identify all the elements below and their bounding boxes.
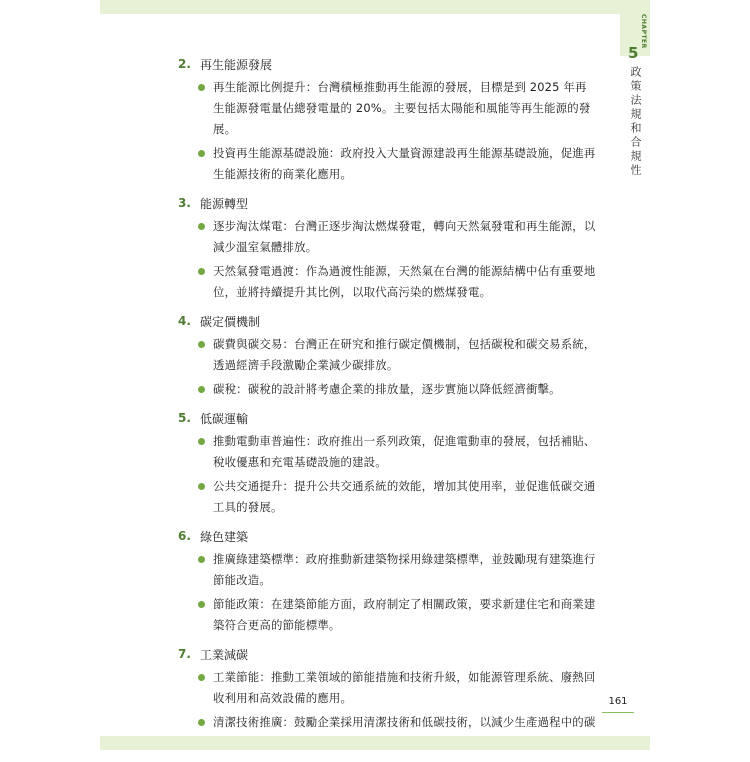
section-number: 7.	[178, 647, 191, 661]
section-green-building	[178, 526, 598, 636]
bullet-dot-icon	[198, 438, 205, 445]
section-heading	[178, 193, 598, 213]
top-decorative-band	[100, 0, 620, 14]
section-heading	[178, 408, 598, 428]
list-item	[178, 379, 598, 400]
chapter-label: CHAPTER	[640, 14, 647, 49]
chapter-title: 政策法規和合規性	[629, 66, 642, 178]
list-item-text: 逐步淘汰煤電：台灣正逐步淘汰燃煤發電，轉向天然氣發電和再生能源，以減少溫室氣體排放。	[213, 219, 596, 254]
section-heading	[178, 644, 598, 664]
bullet-dot-icon	[198, 386, 205, 393]
bullet-dot-icon	[198, 601, 205, 608]
list-item	[178, 549, 598, 591]
bullet-dot-icon	[198, 674, 205, 681]
list-item	[178, 77, 598, 140]
section-number: 5.	[178, 411, 191, 425]
list-item-text: 投資再生能源基礎設施：政府投入大量資源建設再生能源基礎設施，促進再生能源技術的商業化應用。	[213, 146, 596, 181]
bullet-dot-icon	[198, 268, 205, 275]
list-item	[178, 216, 598, 258]
list-item	[178, 431, 598, 473]
section-number: 2.	[178, 57, 191, 71]
list-item-text: 再生能源比例提升：台灣積極推動再生能源的發展，目標是到 2025 年再生能源發電量佔總發電量的 20%。主要包括太陽能和風能等再生能源的發展。	[213, 80, 591, 136]
list-item	[178, 476, 598, 518]
section-renewable-energy	[178, 54, 598, 185]
bullet-dot-icon	[198, 84, 205, 91]
section-number: 3.	[178, 196, 191, 210]
bullet-dot-icon	[198, 150, 205, 157]
section-title: 工業減碳	[200, 647, 249, 662]
page-number: 161	[608, 696, 628, 707]
section-title: 碳定價機制	[200, 314, 261, 329]
list-item-text: 天然氣發電過渡：作為過渡性能源，天然氣在台灣的能源結構中佔有重要地位，並將持續提升其比例，以取代高污染的燃煤發電。	[213, 264, 596, 299]
section-heading	[178, 54, 598, 74]
bullet-dot-icon	[198, 556, 205, 563]
list-item	[178, 594, 598, 636]
bottom-decorative-band	[100, 736, 650, 750]
list-item-text: 工業節能：推動工業領域的節能措施和技術升級，如能源管理系統、廢熱回收利用和高效設備的應用。	[213, 670, 596, 705]
section-title: 能源轉型	[200, 196, 249, 211]
bullet-dot-icon	[198, 341, 205, 348]
section-heading	[178, 526, 598, 546]
bullet-dot-icon	[198, 719, 205, 726]
section-heading	[178, 311, 598, 331]
section-number: 6.	[178, 529, 191, 543]
bullet-dot-icon	[198, 223, 205, 230]
list-item	[178, 261, 598, 303]
chapter-number: 5	[628, 44, 639, 62]
list-item-text: 推廣綠建築標準：政府推動新建築物採用綠建築標準，並鼓勵現有建築進行節能改造。	[213, 552, 596, 587]
section-energy-transition	[178, 193, 598, 303]
section-low-carbon-transport	[178, 408, 598, 518]
list-item-text: 節能政策：在建築節能方面，政府制定了相關政策，要求新建住宅和商業建築符合更高的節能標準。	[213, 597, 596, 632]
list-item-text: 清潔技術推廣：鼓勵企業採用清潔技術和低碳技術，以減少生產過程中的碳	[213, 715, 596, 729]
section-carbon-pricing	[178, 311, 598, 400]
section-number: 4.	[178, 314, 191, 328]
list-item	[178, 143, 598, 185]
list-item-text: 碳稅：碳稅的設計將考慮企業的排放量，逐步實施以降低經濟衝擊。	[213, 382, 561, 396]
list-item	[178, 667, 598, 709]
section-title: 綠色建築	[200, 529, 249, 544]
list-item-text: 公共交通提升：提升公共交通系統的效能，增加其使用率，並促進低碳交通工具的發展。	[213, 479, 596, 514]
list-item-text: 推動電動車普遍性：政府推出一系列政策，促進電動車的發展，包括補貼、稅收優惠和充電基礎設施的建設。	[213, 434, 596, 469]
list-item-text: 碳費與碳交易：台灣正在研究和推行碳定價機制，包括碳稅和碳交易系統，透過經濟手段激勵企業減少碳排放。	[213, 337, 596, 372]
page-number-box	[602, 696, 634, 713]
list-item	[178, 334, 598, 376]
section-title: 低碳運輸	[200, 411, 249, 426]
bullet-dot-icon	[198, 483, 205, 490]
page-content	[178, 54, 598, 762]
section-title: 再生能源發展	[200, 57, 273, 72]
